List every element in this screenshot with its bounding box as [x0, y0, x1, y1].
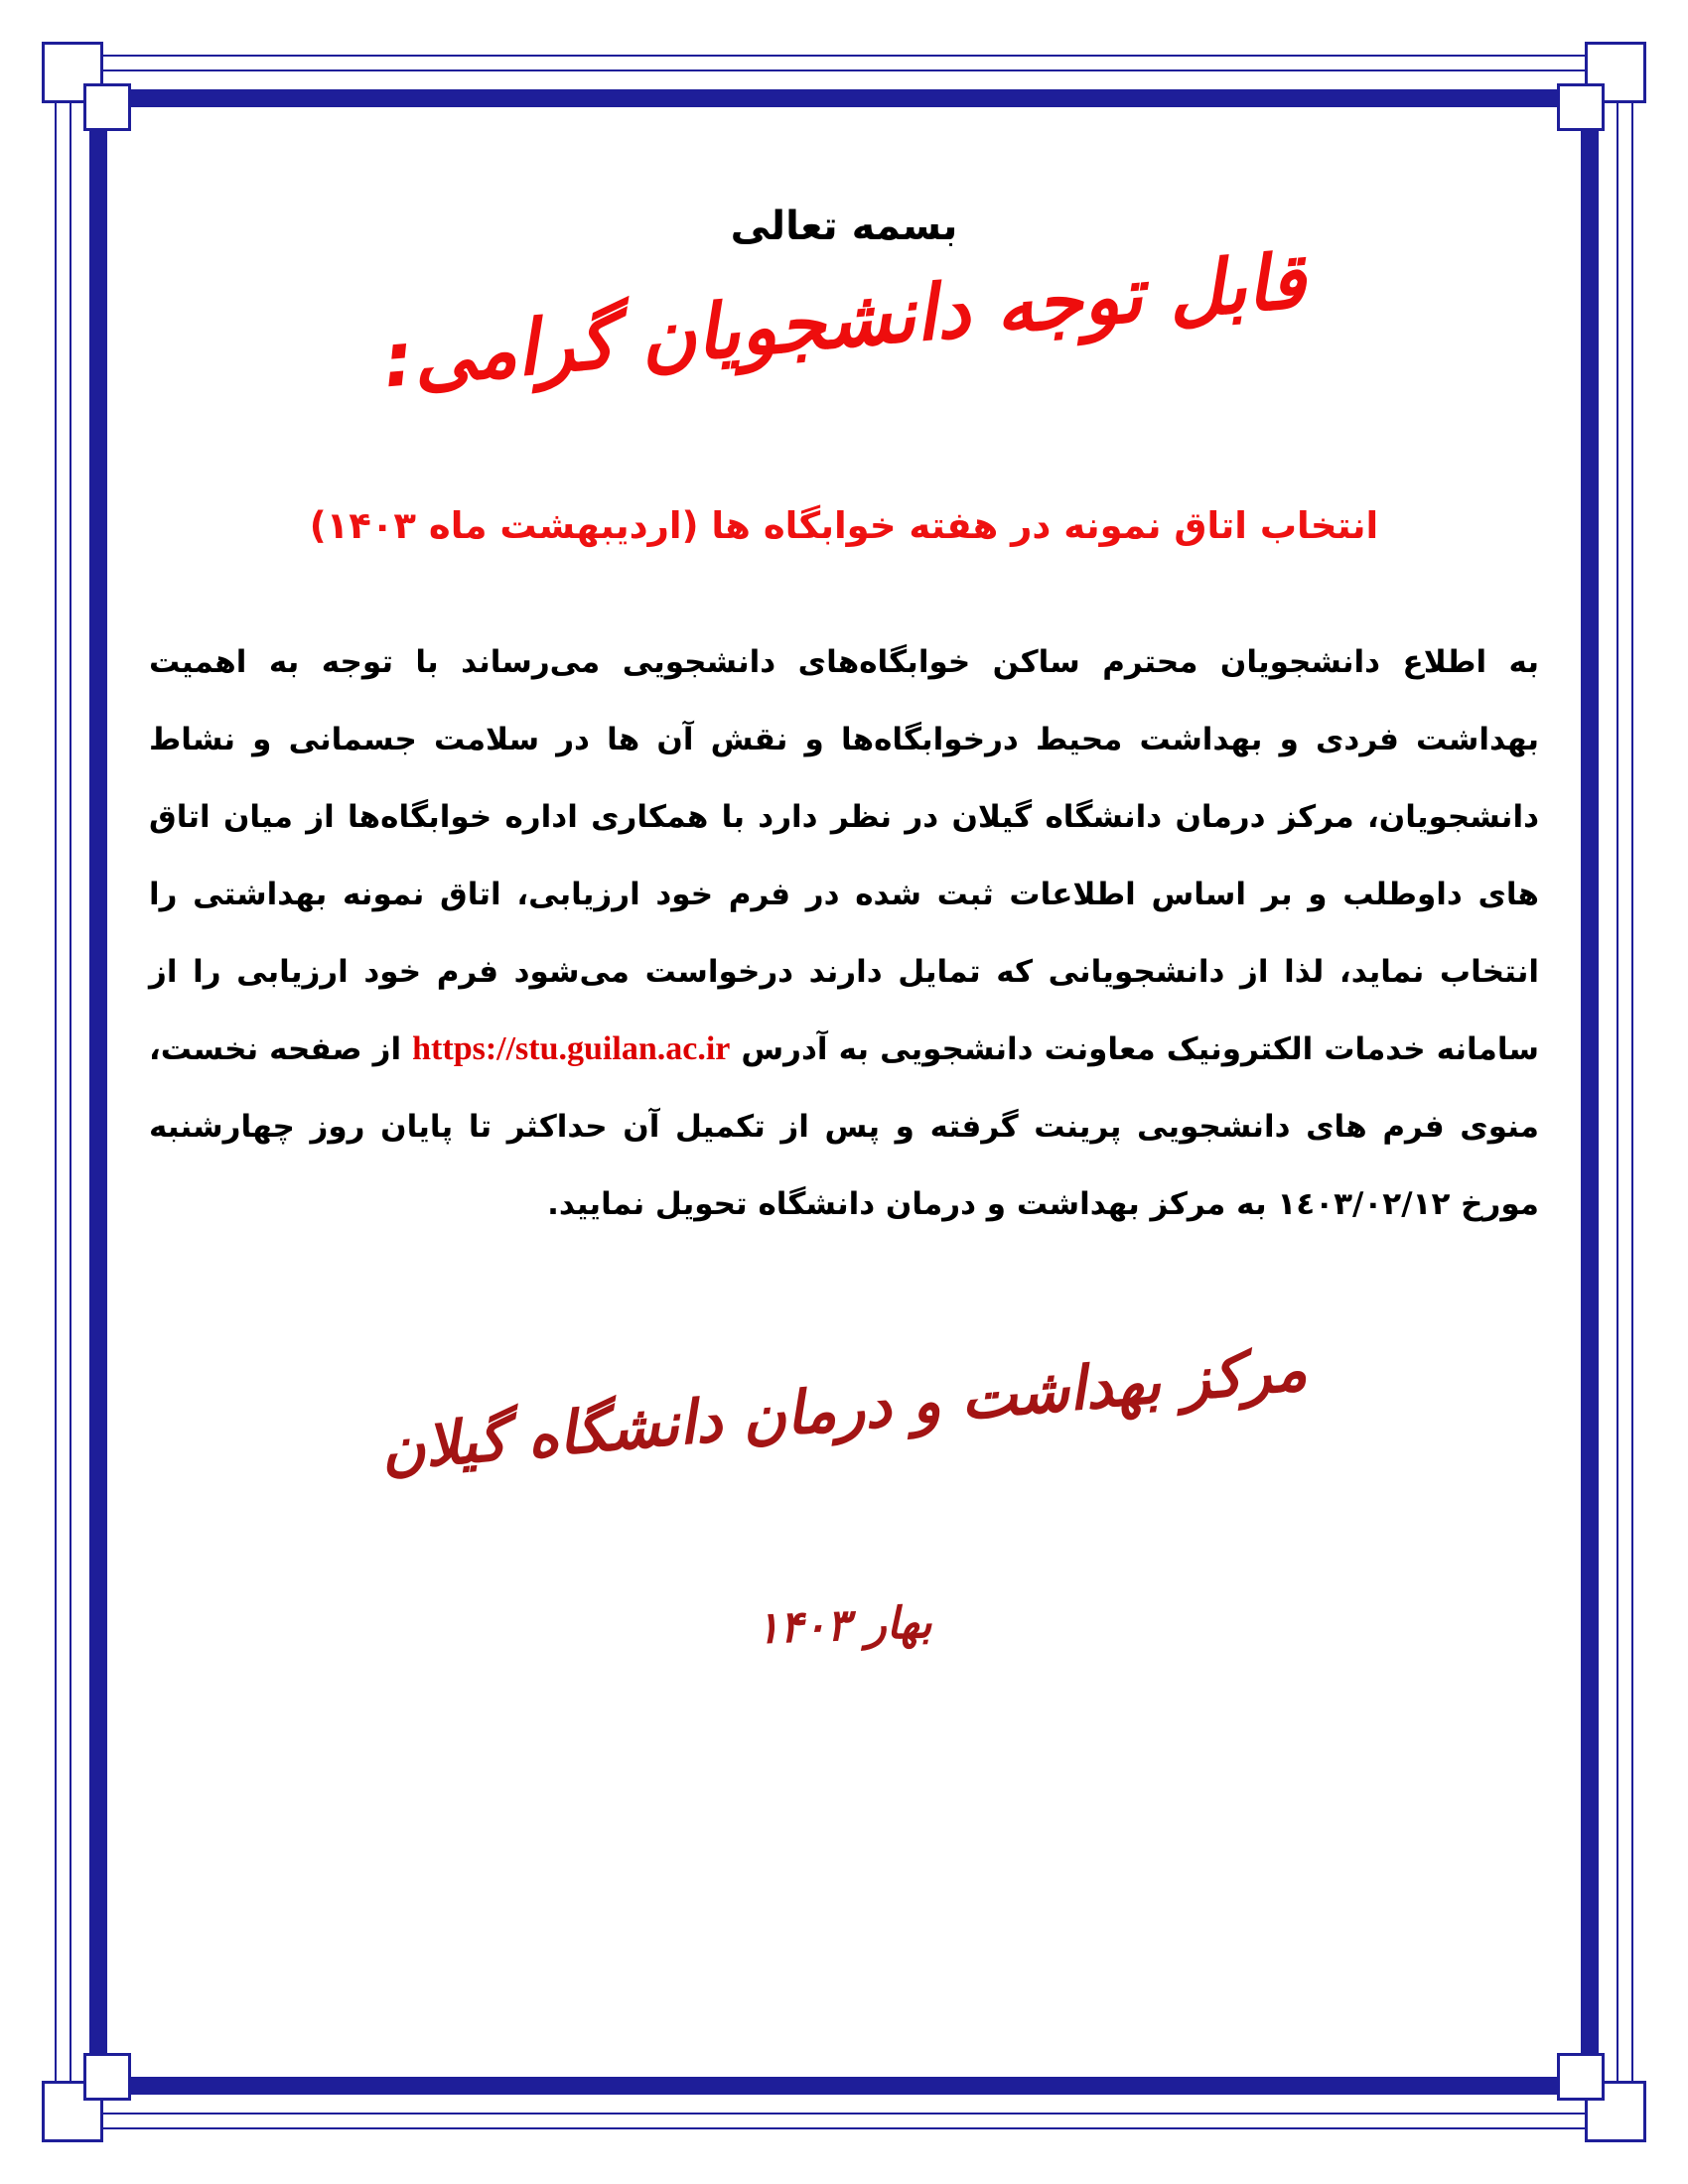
body-text-after-url: از صفحه نخست، منوی فرم های دانشجویی پرینت گرفته و پس از تکمیل آن حداکثر تا پایان روز چهارشنبه مورخ ١٤٠٣/٠٢/١٢ به مرکز بهداشت و درمان دانشگاه تحویل نمایید.	[149, 1031, 1539, 1222]
bismillah-header: بسمه تعالی	[730, 204, 958, 249]
student-portal-url[interactable]: https://stu.guilan.ac.ir	[412, 1030, 731, 1067]
border-corner-ornament-bottom-right	[1533, 2029, 1654, 2150]
signature-calligraphy: مرکز بهداشت و درمان دانشگاه گیلان	[378, 1334, 1310, 1485]
corner-square-inner	[83, 83, 131, 131]
border-corner-ornament-top-right	[1533, 34, 1654, 155]
corner-square-inner	[83, 2053, 131, 2101]
corner-square-inner	[1557, 2053, 1605, 2101]
announcement-body	[149, 623, 1539, 1243]
border-corner-ornament-bottom-left	[34, 2029, 155, 2150]
announcement-title: انتخاب اتاق نمونه در هفته خوابگاه ها (اردیبهشت ماه ۱۴۰۳)	[309, 504, 1379, 547]
season-date: بهار ۱۴۰۳	[755, 1596, 933, 1655]
body-text-before-url: به اطلاع دانشجویان محترم ساکن خوابگاه‌های دانشجویی می‌رساند با توجه به اهمیت بهداشت فردی و بهداشت محیط درخوابگاه‌ها و نقش آن ها در سلامت جسمانی و نشاط دانشجویان، مرکز درمان دانشگاه گیلان در نظر دارد با همکاری اداره خوابگاه‌ها از میان اتاق های داوطلب و بر اساس اطلاعات ثبت شده در فرم خود ارزیابی، اتاق نمونه بهداشتی را انتخاب نماید، لذا از دانشجویانی که تمایل دارند درخواست می‌شود فرم خود ارزیابی را از سامانه خدمات الکترونیک معاونت دانشجویی به آدرس	[149, 644, 1539, 1067]
corner-square-inner	[1557, 83, 1605, 131]
salutation-calligraphy: قابل توجه دانشجویان گرامی:	[379, 235, 1309, 405]
border-corner-ornament-top-left	[34, 34, 155, 155]
